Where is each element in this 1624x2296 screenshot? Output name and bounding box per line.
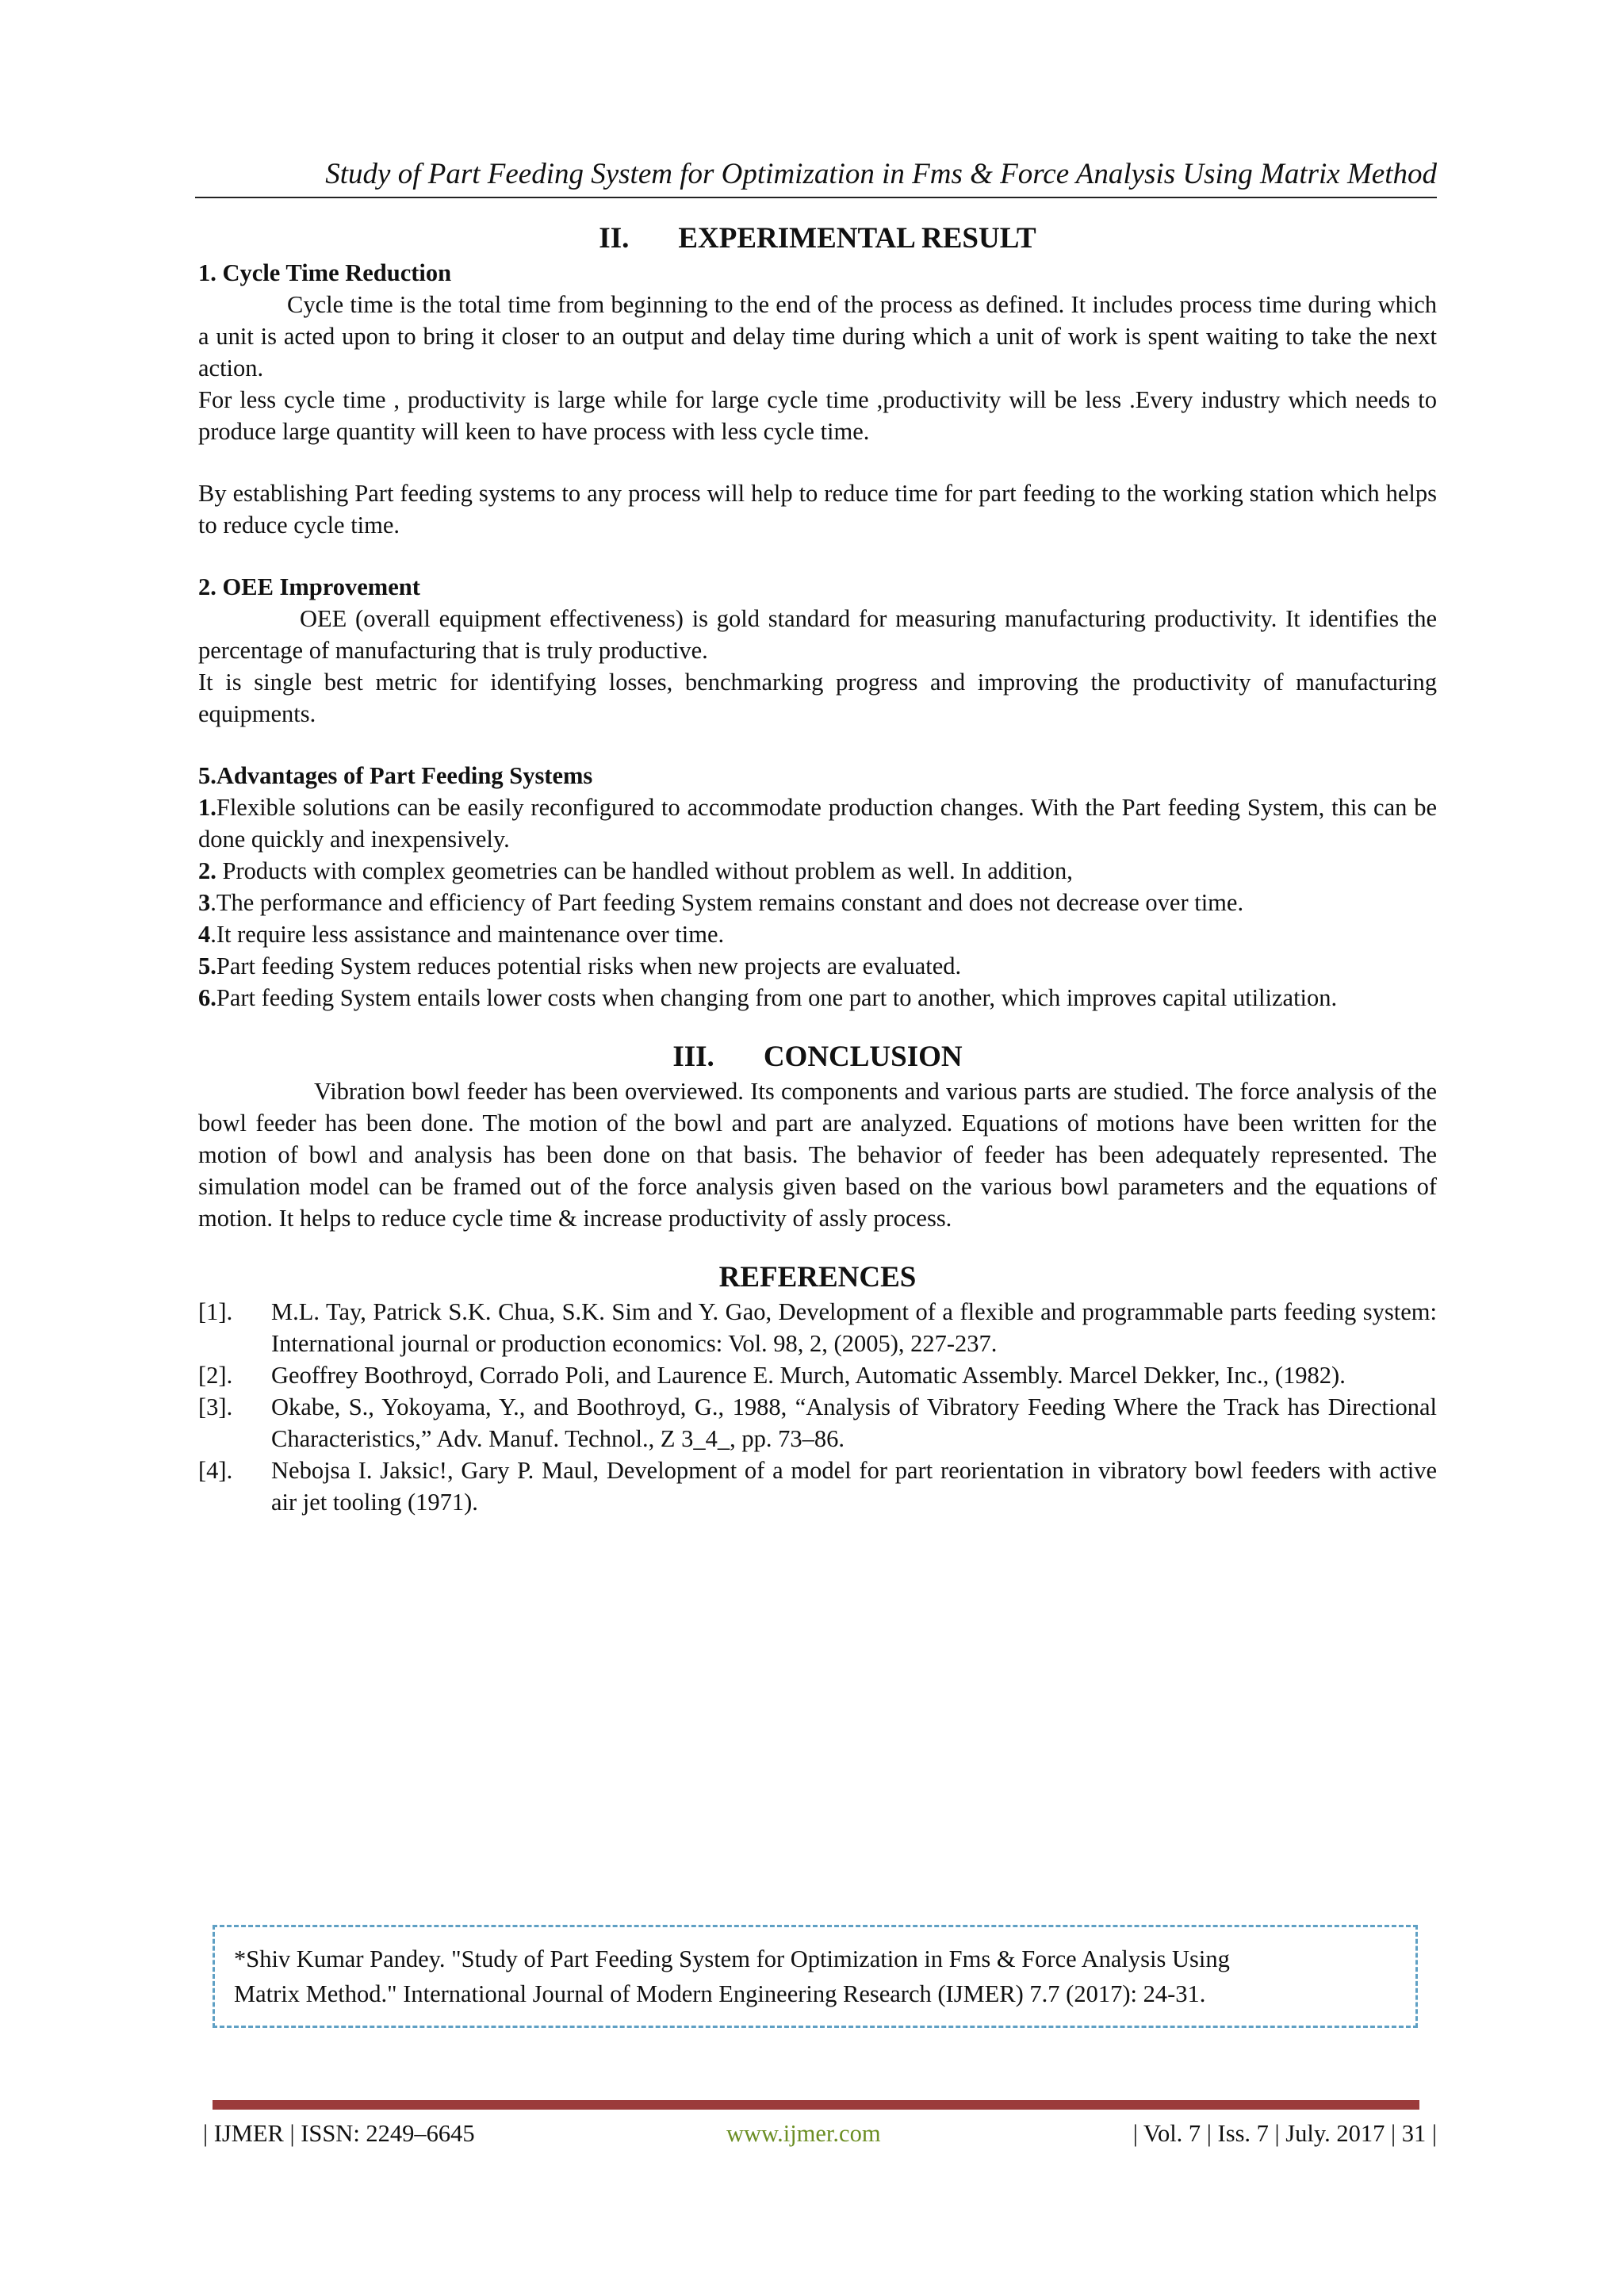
- list-item: 3.The performance and efficiency of Part feeding System remains constant and does not decrease over time.: [198, 889, 1244, 916]
- footer-website-link[interactable]: www.ijmer.com: [726, 2120, 881, 2147]
- reference-item: [3]. Okabe, S., Yokoyama, Y., and Boothroyd, G., 1988, “Analysis of Vibratory Feeding Where the Track has Directional Characteristics,” Adv. Manuf. Technol., Z 3_4_, pp. 73–86.: [198, 1393, 1437, 1452]
- footer-divider: [213, 2100, 1419, 2110]
- reference-item: [2]. Geoffrey Boothroyd, Corrado Poli, and Laurence E. Murch, Automatic Assembly. Marcel Dekker, Inc., (1982).: [198, 1362, 1346, 1389]
- page-footer: [203, 2116, 1437, 2151]
- reference-item: [4]. Nebojsa I. Jaksic!, Gary P. Maul, Development of a model for part reorientation in vibratory bowl feeders with active air jet tooling (1971).: [198, 1457, 1437, 1516]
- citation-box: [213, 1925, 1418, 2028]
- list-item: 2. Products with complex geometries can be handled without problem as well. In addition,: [198, 857, 1073, 884]
- section-number: III.: [672, 1041, 714, 1073]
- section-title: CONCLUSION: [763, 1041, 963, 1073]
- advantages-list: [198, 792, 1437, 1014]
- subheading-cycle-time: 1. Cycle Time Reduction: [198, 259, 452, 286]
- subheading-advantages: 5.Advantages of Part Feeding Systems: [198, 762, 593, 789]
- running-header: [195, 155, 1437, 198]
- footer-journal-issn: | IJMER | ISSN: 2249–6645: [203, 2120, 475, 2147]
- references-heading: REFERENCES: [718, 1261, 917, 1294]
- citation-line-1: *Shiv Kumar Pandey. "Study of Part Feeding System for Optimization in Fms & Force Analysis Using: [234, 1945, 1230, 1972]
- section-heading-experimental-result: [198, 220, 1437, 257]
- references-list: [198, 1296, 1437, 1518]
- section-heading-conclusion: [198, 1039, 1437, 1075]
- section-number: II.: [599, 222, 630, 255]
- footer-volume-page: | Vol. 7 | Iss. 7 | July. 2017 | 31 |: [1132, 2120, 1437, 2147]
- list-item: 5.Part feeding System reduces potential risks when new projects are evaluated.: [198, 953, 962, 979]
- list-item: 6.Part feeding System entails lower costs when changing from one part to another, which improves capital utilization.: [198, 984, 1338, 1011]
- citation-line-2: Matrix Method." International Journal of Modern Engineering Research (IJMER) 7.7 (2017): 24-31.: [234, 1980, 1206, 2007]
- paragraph-cycle-definition: Cycle time is the total time from beginning to the end of the process as defined. It includes process time during which a unit is acted upon to bring it closer to an output and delay time during which a unit of work is spent waiting to take the next action.: [198, 291, 1437, 381]
- list-item: 1.Flexible solutions can be easily reconfigured to accommodate production changes. With the Part feeding System, this can be done quickly and inexpensively.: [198, 794, 1437, 853]
- paragraph-oee-metric: It is single best metric for identifying losses, benchmarking progress and improving the productivity of manufacturing equipments.: [198, 669, 1437, 727]
- page-content: [198, 220, 1437, 1518]
- paragraph-oee-definition: OEE (overall equipment effectiveness) is gold standard for measuring manufacturing productivity. It identifies the percentage of manufacturing that is truly productive.: [198, 605, 1437, 664]
- section-title: EXPERIMENTAL RESULT: [678, 222, 1036, 255]
- paragraph-cycle-part-feeding: By establishing Part feeding systems to any process will help to reduce time for part feeding to the working station which helps to reduce cycle time.: [198, 480, 1437, 539]
- paragraph-cycle-productivity: For less cycle time , productivity is large while for large cycle time ,productivity will be less .Every industry which needs to produce large quantity will keen to have process with less cycle time.: [198, 386, 1437, 445]
- running-title: Study of Part Feeding System for Optimization in Fms & Force Analysis Using Matrix Method: [325, 158, 1437, 190]
- paragraph-conclusion: Vibration bowl feeder has been overviewed. Its components and various parts are studied. The force analysis of the bowl feeder has been done. The motion of the bowl and part are analyzed. Equations of motions have been written for the motion of bowl and analysis has been done on that basis. The behavior of feeder has been adequately represented. The simulation model can be framed out of the force analysis given based on the various bowl parameters and the equations of motion. It helps to reduce cycle time & increase productivity of assly process.: [198, 1078, 1437, 1232]
- list-item: 4.It require less assistance and maintenance over time.: [198, 921, 725, 948]
- subheading-oee: 2. OEE Improvement: [198, 573, 420, 600]
- reference-item: [1]. M.L. Tay, Patrick S.K. Chua, S.K. Sim and Y. Gao, Development of a flexible and programmable parts feeding system: International journal or production economics: Vol. 98, 2, (2005), 227-237.: [198, 1298, 1437, 1357]
